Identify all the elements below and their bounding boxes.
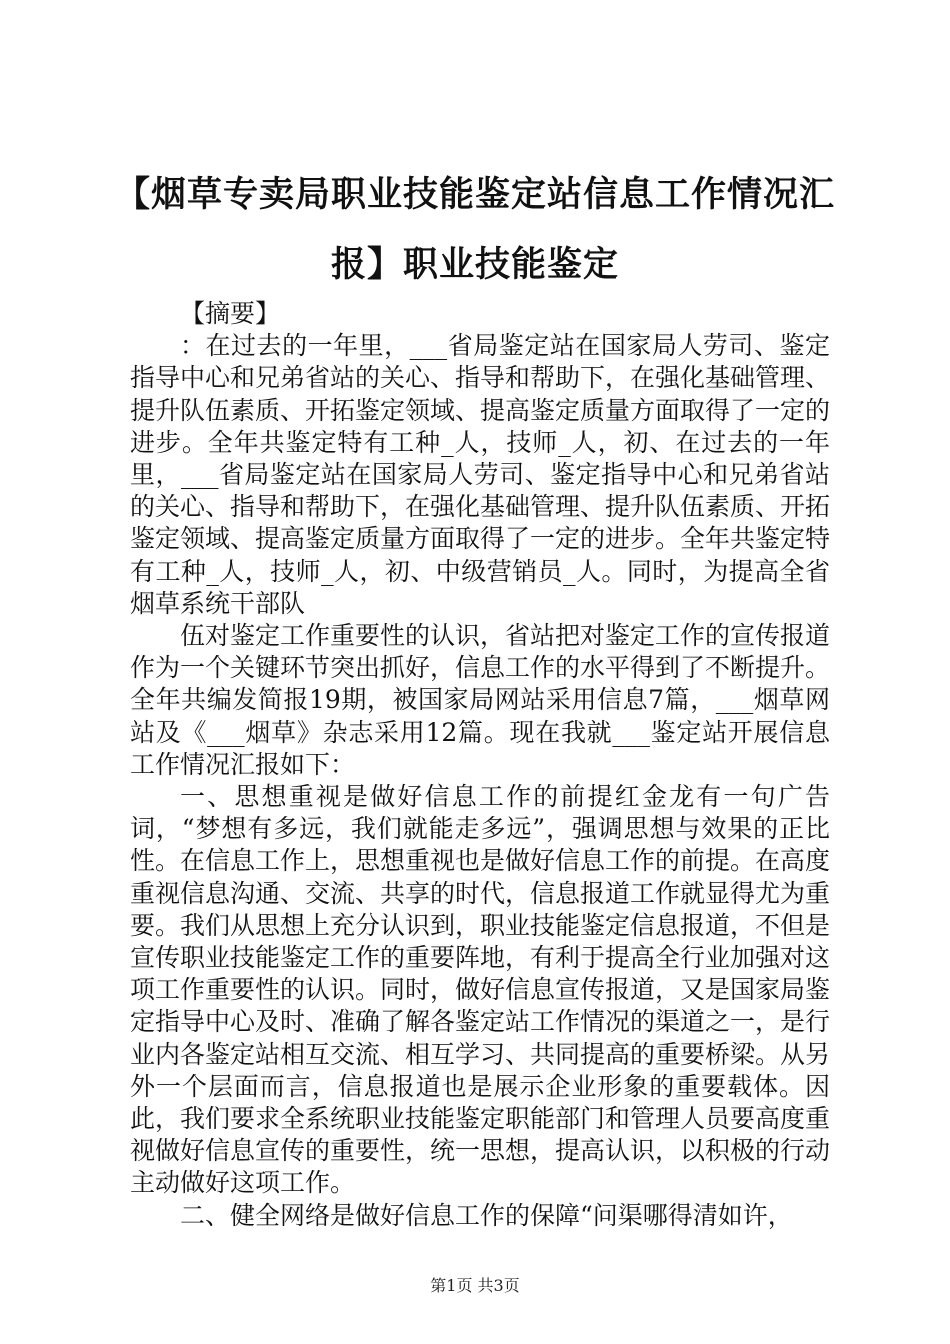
paragraph-section-two: 二、健全网络是做好信息工作的保障“问渠哪得清如许， [180,1200,793,1230]
paragraph-section-one: 一、思想重视是做好信息工作的前提红金龙有一句广告词，“梦想有多远，我们就能走多远”，强调思想与效果的正比性。在信息工作上，思想重视也是做好信息工作的前提。在高度重视信息沟通、交流、共享的时代，信息报道工作就显得尤为重要。我们从思想上充分认识到，职业技能鉴定信息报道，不但是宣传职业技能鉴定工作的重要阵地，有利于提高全行业加强对这项工作重要性的认识。同时，做好信息宣传报道，又是国家局鉴定指导中心及时、准确了解各鉴定站工作情况的渠道之一，是行业内各鉴定站相互交流、相互学习、共同提高的重要桥梁。从另外一个层面而言，信息报道也是展示企业形象的重要载体。因此，我们要求全系统职业技能鉴定职能部门和管理人员要高度重视做好信息宣传的重要性，统一思想，提高认识，以积极的行动主动做好这项工作。 [130,782,831,1198]
paragraph-abstract: ：在过去的一年里，___省局鉴定站在国家局人劳司、鉴定指导中心和兄弟省站的关心、指导和帮助下，在强化基础管理、提升队伍素质、开拓鉴定领域、提高鉴定质量方面取得了一定的进步。全年共鉴定特有工种_人，技师_人，初、在过去的一年里，___省局鉴定站在国家局人劳司、鉴定指导中心和兄弟省站的关心、指导和帮助下，在强化基础管理、提升队伍素质、开拓鉴定领域、提高鉴定质量方面取得了一定的进步。全年共鉴定特有工种_人，技师_人，初、中级营销员_人。同时，为提高全省烟草系统干部队 [130,331,831,618]
document-body [130,298,830,1232]
paragraph-reporting: 伍对鉴定工作重要性的认识，省站把对鉴定工作的宣传报道作为一个关键环节突出抓好，信息工作的水平得到了不断提升。全年共编发简报19期，被国家局网站采用信息7篇，___烟草网站及《___烟草》杂志采用12篇。现在我就___鉴定站开展信息工作情况汇报如下： [130,621,831,779]
document-title: 【烟草专卖局职业技能鉴定站信息工作情况汇报】职业技能鉴定 [114,175,835,285]
page-footer: 第1页 共3页 [430,1276,520,1295]
abstract-label: 【摘要】 [180,299,281,328]
